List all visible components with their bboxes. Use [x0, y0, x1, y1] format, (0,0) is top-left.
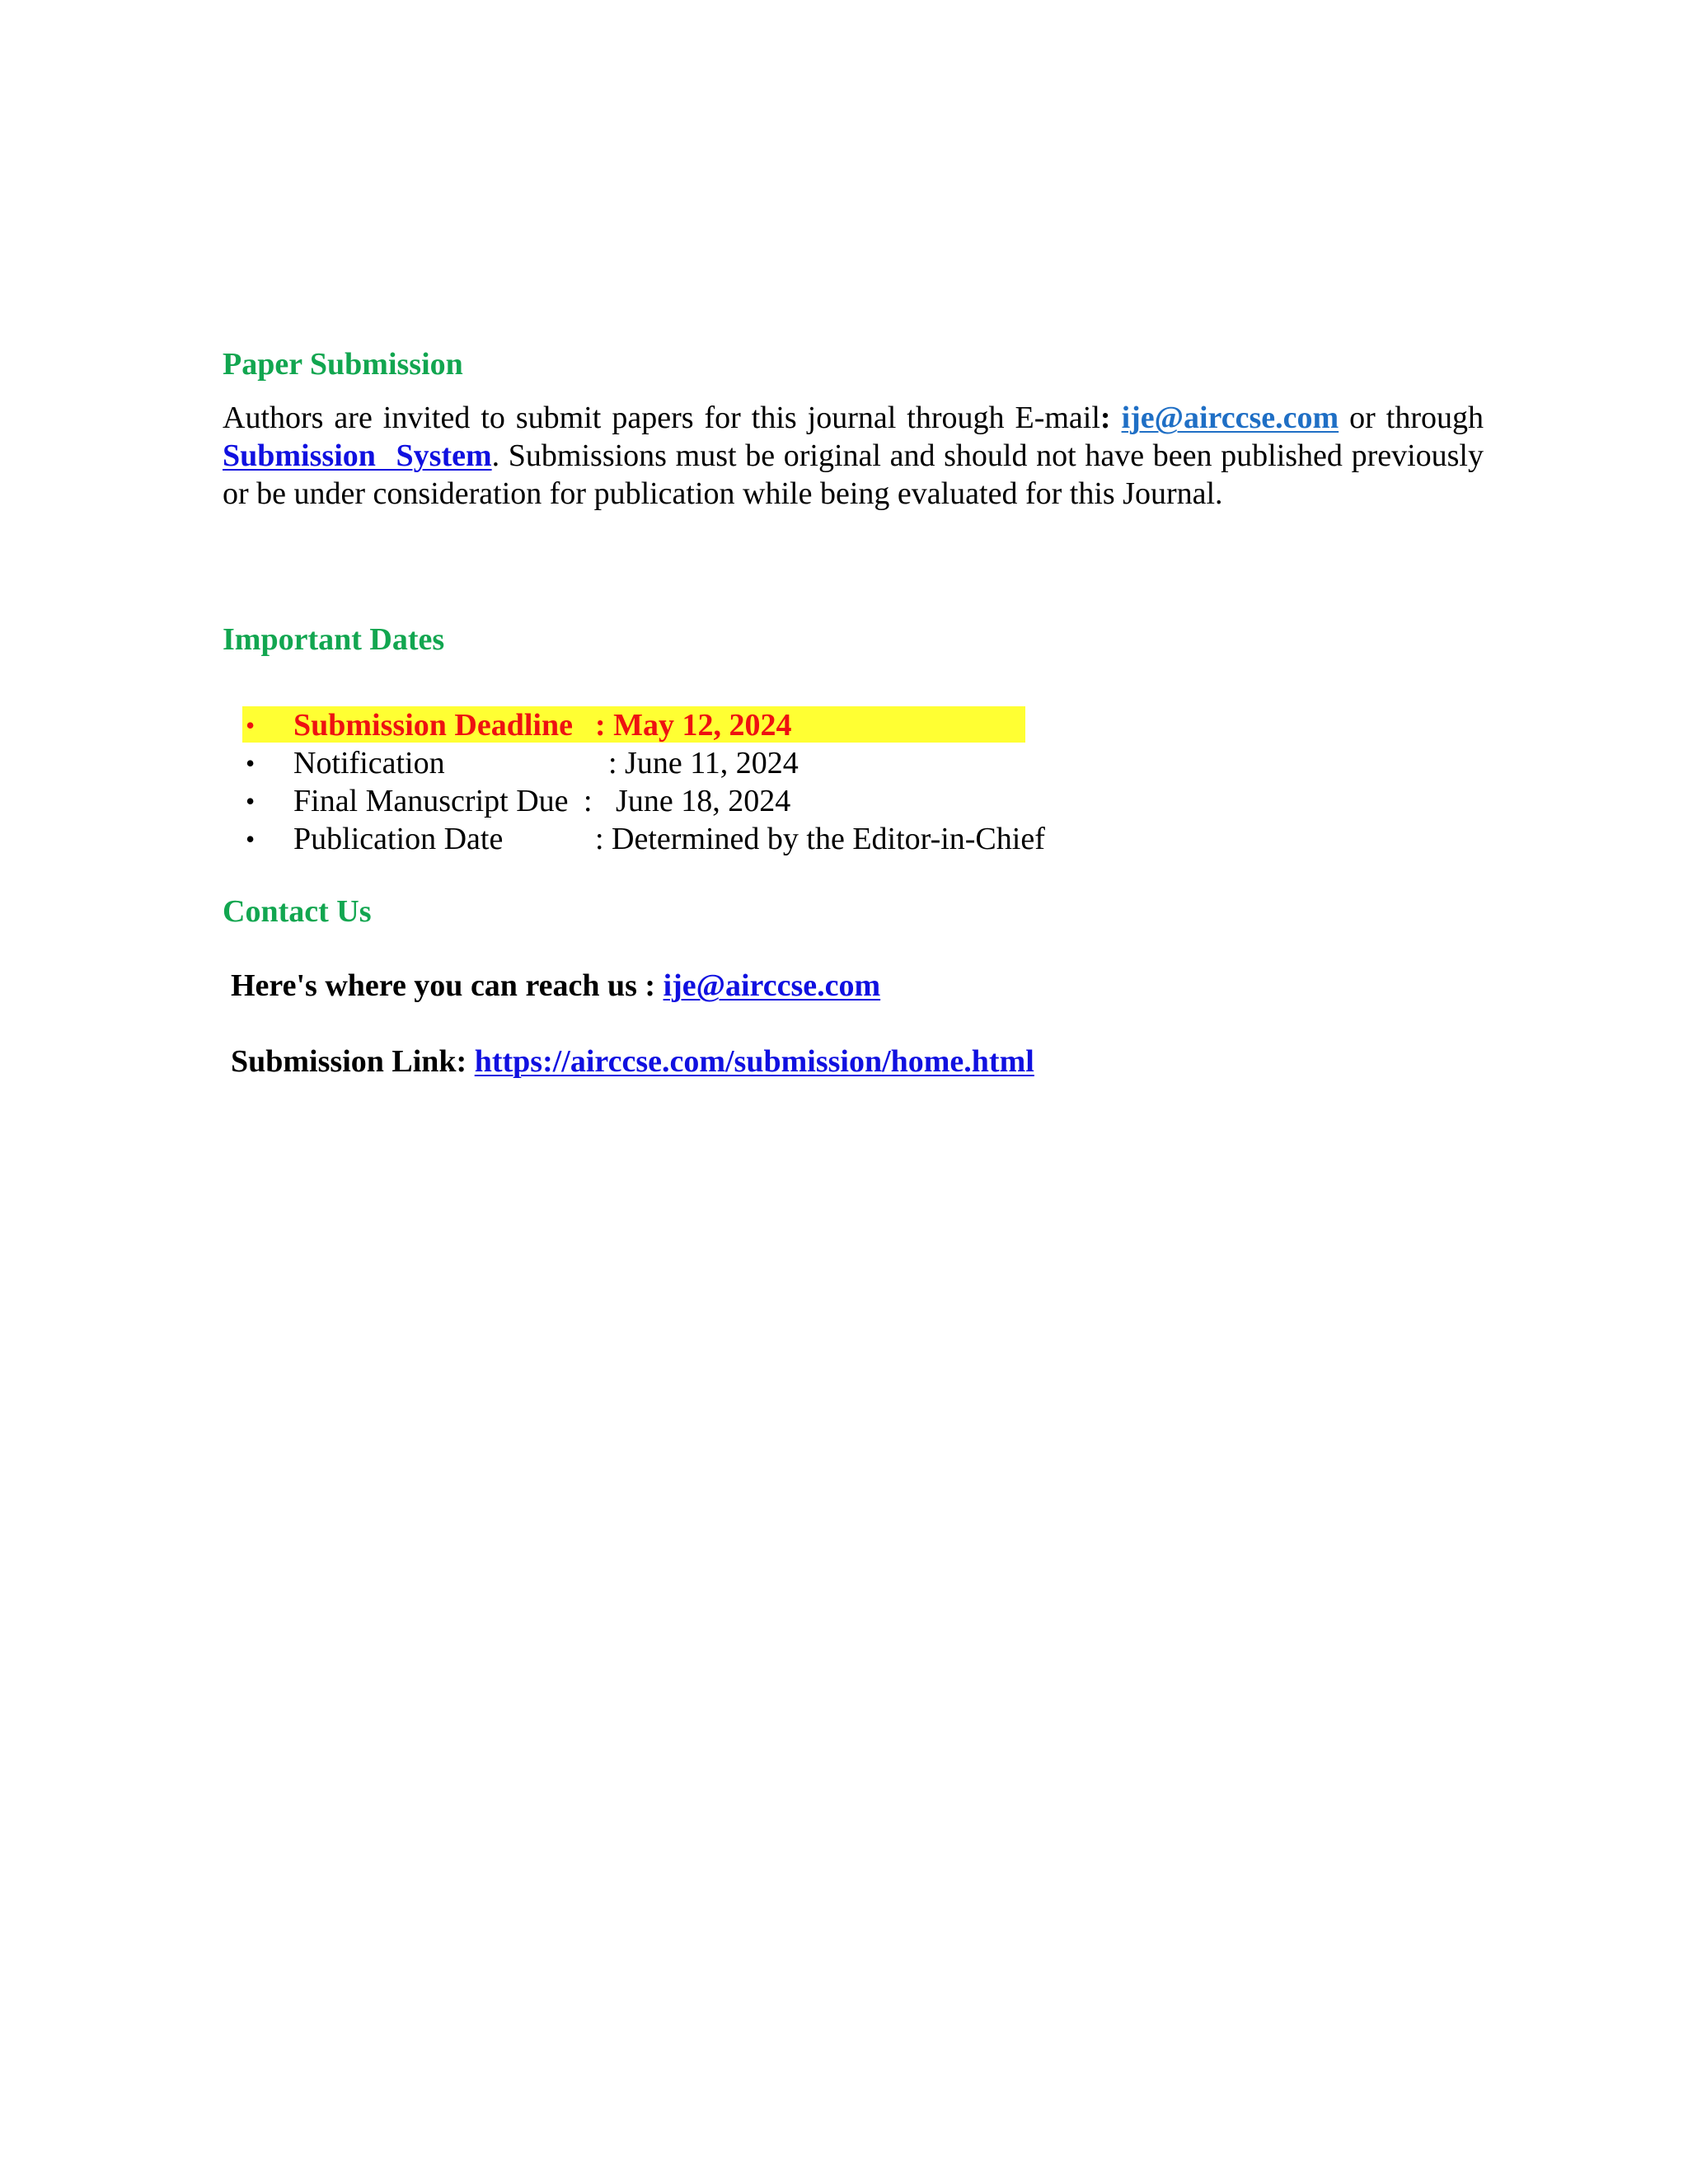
submission-system-link[interactable]: Submission System	[223, 438, 492, 473]
submission-or-through-text: or through	[1339, 401, 1484, 435]
date-label: Submission Deadline	[293, 708, 573, 743]
contact-submission-line	[231, 1043, 1034, 1080]
date-label: Final Manuscript Due	[293, 784, 569, 818]
date-label: Notification	[293, 746, 445, 780]
bullet-icon: •	[246, 710, 256, 740]
important-dates-heading: Important Dates	[223, 622, 445, 657]
date-value: : June 18, 2024	[584, 784, 791, 818]
date-value: : June 11, 2024	[608, 746, 799, 780]
paper-submission-paragraph	[223, 399, 1484, 513]
paper-submission-heading: Paper Submission	[223, 347, 463, 382]
contact-us-heading: Contact Us	[223, 894, 372, 929]
bullet-icon: •	[246, 824, 256, 854]
contact-email-link[interactable]: ije@airccse.com	[663, 968, 881, 1003]
bullet-icon: •	[246, 786, 256, 816]
date-item-final-manuscript	[223, 782, 1484, 820]
submission-requirements-text: . Submissions must be original and should not have been published previously or be under consideration for publication while being evaluated for this Journal.	[223, 438, 1484, 511]
date-item-submission-deadline	[223, 706, 1484, 744]
email-colon: :	[1100, 401, 1111, 435]
date-value: : May 12, 2024	[595, 708, 792, 743]
submission-url-link[interactable]: https://airccse.com/submission/home.html	[474, 1044, 1034, 1079]
important-dates-list	[223, 706, 1484, 858]
submission-link-label: Submission Link:	[231, 1044, 475, 1079]
contact-reach-label: Here's where you can reach us :	[231, 968, 663, 1003]
date-label: Publication Date	[293, 822, 504, 856]
date-item-notification	[223, 744, 1484, 782]
submission-intro-text: Authors are invited to submit papers for this journal through E-mail	[223, 401, 1100, 435]
contact-reach-line	[231, 967, 880, 1005]
bullet-icon: •	[246, 748, 256, 778]
date-value: : Determined by the Editor-in-Chief	[595, 822, 1045, 856]
submission-email-link[interactable]: ije@airccse.com	[1121, 401, 1339, 435]
date-item-publication-date	[223, 820, 1484, 858]
